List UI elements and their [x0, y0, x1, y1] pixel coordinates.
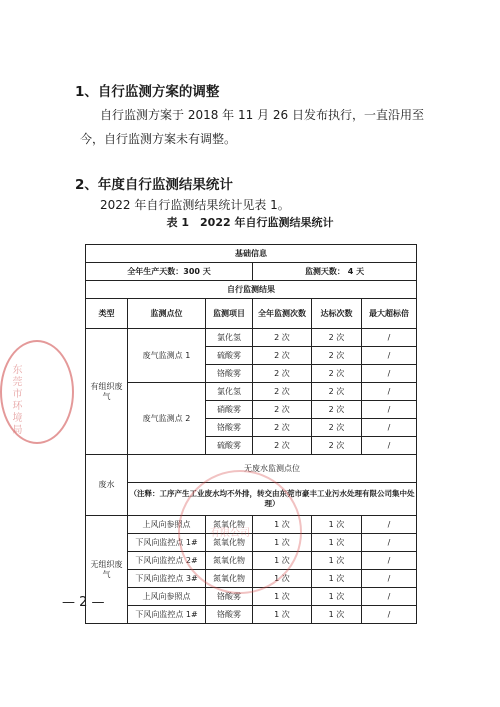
pass: 2 次: [312, 419, 362, 437]
point-name: 废气监测点 2: [128, 383, 206, 455]
item: 氮氧化物: [206, 516, 253, 534]
wastewater-line-1: 无废水监测点位: [128, 455, 417, 483]
max: /: [362, 437, 417, 455]
section-1-line-2: 今，自行监测方案未有调整。: [80, 132, 237, 146]
monitoring-days: 监测天数： 4 天: [253, 263, 417, 281]
point-name: 下风向监控点 3#: [128, 570, 206, 588]
item: 氯化氢: [206, 329, 253, 347]
item: 氮氧化物: [206, 534, 253, 552]
point-name: 下风向监控点 1#: [128, 534, 206, 552]
max: /: [362, 329, 417, 347]
max: /: [362, 534, 417, 552]
count: 2 次: [253, 437, 312, 455]
section-2-heading: 2、年度自行监测结果统计: [75, 177, 233, 193]
max: /: [362, 606, 417, 624]
section-1-heading: 1、自行监测方案的调整: [75, 84, 220, 100]
point-name: 下风向监控点 2#: [128, 552, 206, 570]
header-pass: 达标次数: [312, 299, 362, 329]
item: 铬酸雾: [206, 365, 253, 383]
seal-text: 东莞市环境局: [10, 364, 21, 436]
max: /: [362, 365, 417, 383]
table-row: [86, 455, 417, 483]
max: /: [362, 552, 417, 570]
type-organized: 有组织废气: [86, 329, 128, 455]
count: 1 次: [253, 570, 312, 588]
pass: 2 次: [312, 329, 362, 347]
count: 2 次: [253, 419, 312, 437]
table-row: [86, 588, 417, 606]
item: 铬酸雾: [206, 588, 253, 606]
pass: 2 次: [312, 437, 362, 455]
item: 铬酸雾: [206, 419, 253, 437]
pass: 1 次: [312, 606, 362, 624]
count: 2 次: [253, 365, 312, 383]
count: 1 次: [253, 606, 312, 624]
header-point: 监测点位: [128, 299, 206, 329]
max: /: [362, 419, 417, 437]
seal-text: 有限公司: [210, 528, 250, 539]
point-name: 废气监测点 1: [128, 329, 206, 383]
table-header-row: [86, 299, 417, 329]
max: /: [362, 383, 417, 401]
production-days: 全年生产天数：300 天: [86, 263, 253, 281]
table-row: [86, 329, 417, 347]
count: 1 次: [253, 534, 312, 552]
results-title: 自行监测结果: [86, 281, 417, 299]
table-row: [86, 483, 417, 516]
seal-stamp-left: [0, 340, 74, 444]
count: 2 次: [253, 347, 312, 365]
table-row: [86, 552, 417, 570]
count: 1 次: [253, 516, 312, 534]
pass: 1 次: [312, 570, 362, 588]
wastewater-note: （注释：工序产生工业废水均不外排，转交由东莞市豪丰工业污水处理有限公司集中处理）: [128, 483, 417, 516]
pass: 2 次: [312, 383, 362, 401]
table-caption: 表 1 2022 年自行监测结果统计: [166, 216, 334, 229]
count: 2 次: [253, 383, 312, 401]
item: 氮氧化物: [206, 570, 253, 588]
table-row: [86, 383, 417, 401]
max: /: [362, 401, 417, 419]
table-row: [86, 534, 417, 552]
count: 1 次: [253, 552, 312, 570]
item: 氯化氢: [206, 383, 253, 401]
section-1-line-1: 自行监测方案于 2018 年 11 月 26 日发布执行，一直沿用至: [100, 108, 424, 122]
pass: 1 次: [312, 552, 362, 570]
table-row: [86, 245, 417, 263]
basic-info-title: 基础信息: [86, 245, 417, 263]
point-name: 上风向参照点: [128, 516, 206, 534]
item: 硫酸雾: [206, 437, 253, 455]
table-row: [86, 570, 417, 588]
max: /: [362, 570, 417, 588]
type-unorganized: 无组织废气: [86, 516, 128, 624]
header-count: 全年监测次数: [253, 299, 312, 329]
count: 1 次: [253, 588, 312, 606]
max: /: [362, 588, 417, 606]
table-row: [86, 281, 417, 299]
pass: 1 次: [312, 588, 362, 606]
count: 2 次: [253, 329, 312, 347]
count: 2 次: [253, 401, 312, 419]
item: 硝酸雾: [206, 401, 253, 419]
table-row: [86, 606, 417, 624]
pass: 1 次: [312, 516, 362, 534]
header-max: 最大超标倍: [362, 299, 417, 329]
max: /: [362, 516, 417, 534]
section-2-intro: 2022 年自行监测结果统计见表 1。: [100, 198, 290, 212]
header-type: 类型: [86, 299, 128, 329]
item: 氮氧化物: [206, 552, 253, 570]
type-wastewater: 废水: [86, 455, 128, 516]
pass: 2 次: [312, 401, 362, 419]
results-table: [85, 244, 417, 624]
item: 铬酸雾: [206, 606, 253, 624]
max: /: [362, 347, 417, 365]
header-item: 监测项目: [206, 299, 253, 329]
pass: 2 次: [312, 365, 362, 383]
pass: 2 次: [312, 347, 362, 365]
point-name: 下风向监控点 1#: [128, 606, 206, 624]
page-number: — 2 —: [62, 595, 105, 610]
point-name: 上风向参照点: [128, 588, 206, 606]
item: 硫酸雾: [206, 347, 253, 365]
table-row: [86, 263, 417, 281]
pass: 1 次: [312, 534, 362, 552]
table-row: [86, 516, 417, 534]
